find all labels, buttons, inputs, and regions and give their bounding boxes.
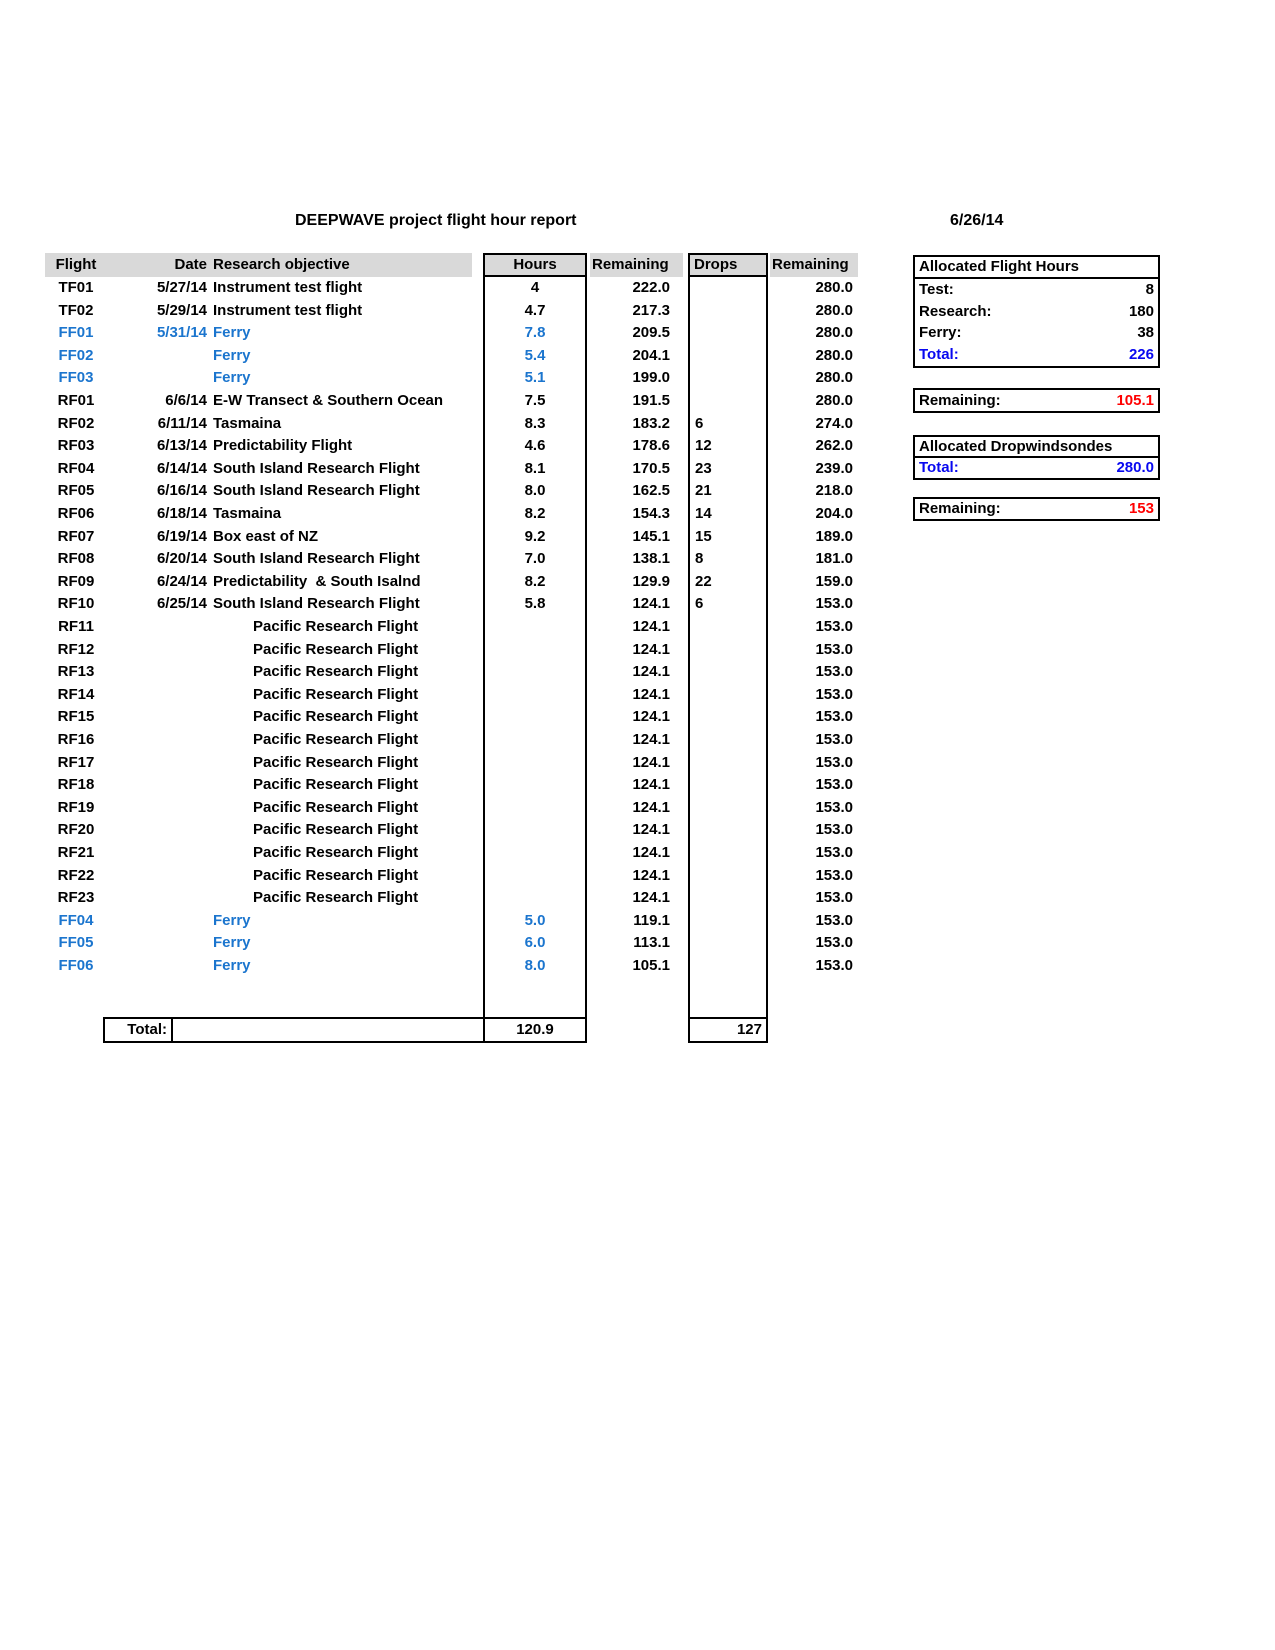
- drops-column-rule: [688, 978, 768, 1017]
- cell-remaining_drops: 189.0: [815, 527, 853, 545]
- cell-date: [107, 887, 207, 910]
- cell-remaining_hours: 222.0: [632, 279, 670, 296]
- page-title: DEEPWAVE project flight hour report: [295, 212, 577, 229]
- cell-remaining_hours: 124.1: [632, 685, 670, 703]
- cell-drops: [688, 932, 768, 955]
- table-row: [0, 413, 1275, 436]
- cell-remaining_drops: 153.0: [815, 889, 853, 907]
- cell-date: [107, 819, 207, 842]
- cell-drops: 12: [688, 435, 768, 458]
- table-row: [0, 661, 1275, 684]
- cell-objective: Pacific Research Flight: [253, 708, 419, 726]
- cell-objective: Ferry: [213, 324, 251, 342]
- cell-objective: Pacific Research Flight: [253, 663, 419, 681]
- panel-row-total-drops: [915, 458, 1158, 478]
- cell-remaining_drops: 274.0: [815, 414, 853, 432]
- ferry-value: 38: [1137, 324, 1154, 341]
- total-label: Total:: [103, 1017, 173, 1043]
- cell-date: 6/13/14: [156, 437, 207, 455]
- cell-drops: [688, 684, 768, 707]
- col-header-flight: Flight: [55, 256, 97, 273]
- cell-objective: E-W Transect & Southern Ocean: [213, 392, 444, 409]
- cell-date: [107, 345, 207, 368]
- ferry-label: Ferry:: [919, 324, 962, 341]
- table-row: [0, 819, 1275, 842]
- cell-flight: RF03: [57, 437, 95, 455]
- table-header-band: [45, 253, 472, 277]
- table-row: [0, 571, 1275, 594]
- cell-remaining_hours: 191.5: [632, 392, 670, 409]
- allocated-dropwindsondes-title: Allocated Dropwindsondes: [915, 437, 1158, 458]
- cell-remaining_hours: 105.1: [632, 957, 670, 974]
- cell-hours: 4.6: [483, 435, 587, 458]
- cell-date: [107, 684, 207, 707]
- cell-date: [107, 910, 207, 933]
- cell-hours: 6.0: [483, 932, 587, 955]
- cell-remaining_drops: 262.0: [815, 437, 853, 455]
- cell-drops: 14: [688, 503, 768, 526]
- cell-flight: RF07: [57, 527, 95, 545]
- cell-date: [107, 865, 207, 888]
- cell-hours: 8.2: [483, 571, 587, 594]
- cell-drops: 22: [688, 571, 768, 594]
- table-row: [0, 887, 1275, 910]
- cell-hours: [483, 774, 587, 797]
- cell-date: 6/6/14: [165, 392, 207, 409]
- cell-objective: Tasmaina: [213, 414, 282, 432]
- cell-remaining_hours: 154.3: [632, 505, 670, 522]
- cell-drops: [688, 300, 768, 323]
- cell-objective: South Island Research Flight: [213, 482, 420, 500]
- cell-flight: RF15: [57, 708, 95, 726]
- col-header-remaining-drops: Remaining: [770, 253, 858, 277]
- cell-date: [107, 729, 207, 752]
- cell-remaining_hours: 138.1: [632, 550, 670, 568]
- table-row: [0, 684, 1275, 707]
- cell-hours: [483, 797, 587, 820]
- cell-objective: Ferry: [213, 934, 251, 952]
- cell-drops: 6: [688, 593, 768, 616]
- cell-remaining_drops: 153.0: [815, 776, 853, 794]
- cell-remaining_drops: 280.0: [815, 279, 853, 296]
- cell-drops: [688, 752, 768, 775]
- cell-flight: RF17: [57, 753, 95, 771]
- cell-remaining_hours: 129.9: [632, 572, 670, 590]
- cell-flight: RF06: [57, 505, 95, 522]
- table-row: [0, 910, 1275, 933]
- remaining-hours-value: 105.1: [1116, 392, 1154, 409]
- cell-drops: 6: [688, 413, 768, 436]
- cell-remaining_hours: 124.1: [632, 640, 670, 658]
- cell-drops: [688, 865, 768, 888]
- cell-remaining_drops: 153.0: [815, 595, 853, 613]
- cell-objective: Pacific Research Flight: [253, 844, 419, 861]
- cell-drops: [688, 910, 768, 933]
- cell-hours: [483, 684, 587, 707]
- remaining-dropwindsondes-panel: [913, 497, 1160, 521]
- cell-hours: 8.0: [483, 955, 587, 978]
- cell-objective: Instrument test flight: [213, 301, 363, 319]
- cell-hours: 7.8: [483, 322, 587, 345]
- cell-drops: [688, 955, 768, 978]
- cell-objective: South Island Research Flight: [213, 550, 420, 568]
- cell-objective: Instrument test flight: [213, 279, 363, 296]
- cell-objective: Pacific Research Flight: [253, 731, 419, 748]
- cell-remaining_drops: 153.0: [815, 911, 853, 929]
- cell-flight: RF10: [57, 595, 95, 613]
- cell-remaining_hours: 204.1: [632, 346, 670, 364]
- cell-objective: Box east of NZ: [213, 527, 319, 545]
- cell-remaining_hours: 217.3: [632, 301, 670, 319]
- cell-objective: Ferry: [213, 911, 251, 929]
- cell-remaining_drops: 153.0: [815, 934, 853, 952]
- cell-date: [107, 955, 207, 978]
- cell-flight: FF01: [58, 324, 94, 342]
- cell-drops: 15: [688, 526, 768, 549]
- cell-hours: [483, 706, 587, 729]
- cell-flight: TF01: [58, 279, 94, 296]
- table-row: [0, 639, 1275, 662]
- cell-drops: [688, 774, 768, 797]
- cell-date: [107, 639, 207, 662]
- cell-drops: [688, 390, 768, 413]
- cell-hours: 8.3: [483, 413, 587, 436]
- cell-date: [107, 752, 207, 775]
- cell-drops: [688, 616, 768, 639]
- table-row: [0, 955, 1275, 978]
- cell-remaining_drops: 153.0: [815, 685, 853, 703]
- cell-drops: [688, 819, 768, 842]
- cell-objective: South Island Research Flight: [213, 595, 420, 613]
- cell-date: [107, 706, 207, 729]
- cell-remaining_drops: 280.0: [815, 369, 853, 387]
- cell-objective: Predictability Flight: [213, 437, 353, 455]
- cell-remaining_hours: 124.1: [632, 776, 670, 794]
- cell-remaining_hours: 124.1: [632, 618, 670, 635]
- cell-remaining_drops: 153.0: [815, 866, 853, 884]
- cell-objective: Ferry: [213, 346, 251, 364]
- cell-drops: 23: [688, 458, 768, 481]
- cell-remaining_hours: 113.1: [633, 934, 670, 952]
- cell-hours: [483, 729, 587, 752]
- cell-date: [107, 932, 207, 955]
- table-row: [0, 593, 1275, 616]
- cell-date: 5/29/14: [156, 301, 207, 319]
- cell-hours: [483, 842, 587, 865]
- report-date: 6/26/14: [950, 212, 1004, 229]
- cell-hours: [483, 865, 587, 888]
- cell-objective: Pacific Research Flight: [253, 798, 419, 816]
- cell-date: [107, 661, 207, 684]
- cell-flight: FF02: [58, 346, 94, 364]
- total-hours-allocated-value: 226: [1128, 345, 1154, 363]
- cell-remaining_drops: 153.0: [815, 708, 853, 726]
- cell-remaining_drops: 159.0: [815, 572, 853, 590]
- cell-remaining_drops: 153.0: [815, 844, 853, 861]
- cell-date: 6/20/14: [156, 550, 207, 568]
- cell-remaining_hours: 183.2: [632, 414, 670, 432]
- cell-remaining_hours: 124.1: [632, 821, 670, 839]
- cell-objective: Predictability & South Isalnd: [213, 572, 421, 590]
- cell-remaining_hours: 124.1: [632, 708, 670, 726]
- cell-drops: [688, 706, 768, 729]
- cell-drops: 21: [688, 480, 768, 503]
- allocated-dropwindsondes-panel: [913, 435, 1160, 480]
- cell-remaining_drops: 153.0: [815, 798, 853, 816]
- cell-date: 6/18/14: [156, 505, 207, 522]
- allocated-flight-hours-panel: [913, 255, 1160, 368]
- cell-flight: FF05: [58, 934, 94, 952]
- cell-flight: RF22: [57, 866, 95, 884]
- cell-flight: RF20: [57, 821, 95, 839]
- cell-remaining_drops: 153.0: [815, 957, 853, 974]
- col-header-remaining-hours: Remaining: [590, 253, 683, 277]
- cell-drops: [688, 345, 768, 368]
- research-value: 180: [1128, 302, 1154, 320]
- cell-hours: [483, 887, 587, 910]
- cell-remaining_hours: 124.1: [632, 663, 670, 681]
- cell-remaining_hours: 170.5: [632, 459, 670, 477]
- cell-drops: [688, 322, 768, 345]
- cell-hours: 5.8: [483, 593, 587, 616]
- total-drops-value: 127: [688, 1017, 768, 1043]
- cell-drops: [688, 277, 768, 300]
- cell-remaining_hours: 199.0: [632, 369, 670, 387]
- remaining-hours-label: Remaining:: [919, 392, 1001, 409]
- cell-objective: Pacific Research Flight: [253, 685, 419, 703]
- research-label: Research:: [919, 302, 992, 320]
- table-row: [0, 774, 1275, 797]
- cell-remaining_drops: 280.0: [815, 392, 853, 409]
- col-header-hours: Hours: [483, 253, 587, 277]
- cell-drops: [688, 661, 768, 684]
- table-row: [0, 367, 1275, 390]
- cell-drops: [688, 367, 768, 390]
- cell-date: 6/16/14: [156, 482, 207, 500]
- cell-remaining_hours: 119.1: [633, 911, 670, 929]
- cell-objective: Pacific Research Flight: [253, 753, 419, 771]
- cell-flight: RF09: [57, 572, 95, 590]
- cell-remaining_drops: 239.0: [815, 459, 853, 477]
- cell-flight: RF19: [57, 798, 95, 816]
- cell-hours: 5.4: [483, 345, 587, 368]
- cell-remaining_drops: 280.0: [815, 324, 853, 342]
- cell-remaining_drops: 280.0: [815, 346, 853, 364]
- total-spacer-cell: [171, 1017, 483, 1043]
- cell-date: 5/27/14: [156, 279, 207, 296]
- cell-date: [107, 367, 207, 390]
- cell-flight: TF02: [58, 301, 94, 319]
- table-row: [0, 932, 1275, 955]
- cell-remaining_hours: 209.5: [632, 324, 670, 342]
- cell-remaining_drops: 153.0: [815, 753, 853, 771]
- cell-flight: RF08: [57, 550, 95, 568]
- test-value: 8: [1145, 281, 1154, 298]
- cell-flight: RF14: [57, 685, 95, 703]
- cell-remaining_drops: 153.0: [815, 663, 853, 681]
- cell-drops: [688, 639, 768, 662]
- table-row: [0, 842, 1275, 865]
- cell-hours: 8.1: [483, 458, 587, 481]
- cell-flight: RF13: [57, 663, 95, 681]
- cell-hours: 8.2: [483, 503, 587, 526]
- cell-date: 6/14/14: [156, 459, 207, 477]
- cell-remaining_drops: 181.0: [815, 550, 853, 568]
- cell-flight: RF12: [57, 640, 95, 658]
- cell-hours: 7.0: [483, 548, 587, 571]
- cell-hours: 4: [483, 277, 587, 300]
- panel-row-total-hours: [915, 344, 1158, 366]
- cell-date: [107, 616, 207, 639]
- cell-drops: [688, 842, 768, 865]
- cell-flight: FF03: [58, 369, 94, 387]
- cell-date: 6/24/14: [156, 572, 207, 590]
- total-hours-label: Total:: [919, 345, 959, 363]
- cell-remaining_hours: 124.1: [632, 731, 670, 748]
- panel-row-remaining-hours: [915, 390, 1158, 411]
- cell-hours: 9.2: [483, 526, 587, 549]
- cell-remaining_hours: 124.1: [632, 866, 670, 884]
- cell-drops: [688, 887, 768, 910]
- table-row: [0, 706, 1275, 729]
- cell-objective: Pacific Research Flight: [253, 618, 419, 635]
- cell-remaining_drops: 280.0: [815, 301, 853, 319]
- cell-flight: RF04: [57, 459, 95, 477]
- hours-column-rule: [483, 978, 587, 1017]
- table-row: [0, 616, 1275, 639]
- cell-remaining_drops: 153.0: [815, 640, 853, 658]
- cell-flight: RF02: [57, 414, 95, 432]
- remaining-flight-hours-panel: [913, 388, 1160, 413]
- cell-hours: 8.0: [483, 480, 587, 503]
- cell-flight: FF04: [58, 911, 94, 929]
- cell-drops: 8: [688, 548, 768, 571]
- cell-objective: Pacific Research Flight: [253, 866, 419, 884]
- cell-drops: [688, 729, 768, 752]
- cell-hours: [483, 661, 587, 684]
- cell-flight: RF01: [57, 392, 95, 409]
- cell-objective: Pacific Research Flight: [253, 640, 419, 658]
- cell-hours: [483, 819, 587, 842]
- table-row: [0, 752, 1275, 775]
- cell-hours: 7.5: [483, 390, 587, 413]
- cell-hours: 5.0: [483, 910, 587, 933]
- cell-remaining_drops: 218.0: [815, 482, 853, 500]
- table-row: [0, 865, 1275, 888]
- cell-drops: [688, 797, 768, 820]
- cell-remaining_hours: 178.6: [632, 437, 670, 455]
- cell-flight: RF18: [57, 776, 95, 794]
- cell-flight: FF06: [58, 957, 94, 974]
- cell-date: 6/11/14: [157, 414, 207, 432]
- table-row: [0, 526, 1275, 549]
- cell-date: [107, 842, 207, 865]
- col-header-date: Date: [174, 256, 207, 273]
- cell-hours: [483, 639, 587, 662]
- cell-flight: RF21: [57, 844, 95, 861]
- remaining-drops-label: Remaining:: [919, 500, 1001, 517]
- cell-remaining_hours: 124.1: [632, 753, 670, 771]
- cell-hours: [483, 616, 587, 639]
- cell-date: 5/31/14: [156, 324, 207, 342]
- total-drops-allocated-value: 280.0: [1116, 459, 1154, 476]
- col-header-drops: Drops: [688, 253, 768, 277]
- cell-flight: RF05: [57, 482, 95, 500]
- cell-remaining_drops: 153.0: [815, 618, 853, 635]
- test-label: Test:: [919, 281, 954, 298]
- cell-flight: RF11: [58, 618, 94, 635]
- total-drops-label: Total:: [919, 459, 959, 476]
- col-header-objective: Research objective: [213, 256, 350, 273]
- cell-objective: South Island Research Flight: [213, 459, 420, 477]
- cell-objective: Pacific Research Flight: [253, 889, 419, 907]
- cell-hours: 4.7: [483, 300, 587, 323]
- cell-remaining_hours: 124.1: [632, 889, 670, 907]
- panel-row-remaining-drops: [915, 499, 1158, 519]
- cell-flight: RF23: [57, 889, 95, 907]
- table-row: [0, 729, 1275, 752]
- cell-remaining_drops: 204.0: [815, 505, 853, 522]
- allocated-flight-hours-title: Allocated Flight Hours: [915, 257, 1158, 279]
- cell-remaining_hours: 124.1: [632, 595, 670, 613]
- panel-row-research: [915, 301, 1158, 323]
- total-hours-value: 120.9: [483, 1017, 587, 1043]
- cell-objective: Tasmaina: [213, 505, 282, 522]
- cell-remaining_drops: 153.0: [815, 731, 853, 748]
- cell-date: [107, 774, 207, 797]
- cell-remaining_hours: 124.1: [632, 844, 670, 861]
- cell-objective: Ferry: [213, 369, 251, 387]
- panel-row-ferry: [915, 322, 1158, 344]
- cell-date: 6/19/14: [156, 527, 207, 545]
- cell-flight: RF16: [57, 731, 95, 748]
- cell-hours: 5.1: [483, 367, 587, 390]
- cell-hours: [483, 752, 587, 775]
- cell-remaining_drops: 153.0: [815, 821, 853, 839]
- cell-remaining_hours: 162.5: [632, 482, 670, 500]
- table-row: [0, 548, 1275, 571]
- cell-remaining_hours: 145.1: [632, 527, 670, 545]
- cell-objective: Pacific Research Flight: [253, 776, 419, 794]
- cell-objective: Pacific Research Flight: [253, 821, 419, 839]
- cell-remaining_hours: 124.1: [632, 798, 670, 816]
- cell-date: [107, 797, 207, 820]
- cell-objective: Ferry: [213, 957, 251, 974]
- cell-date: 6/25/14: [156, 595, 207, 613]
- table-row: [0, 797, 1275, 820]
- panel-row-test: [915, 279, 1158, 301]
- remaining-drops-value: 153: [1128, 500, 1154, 517]
